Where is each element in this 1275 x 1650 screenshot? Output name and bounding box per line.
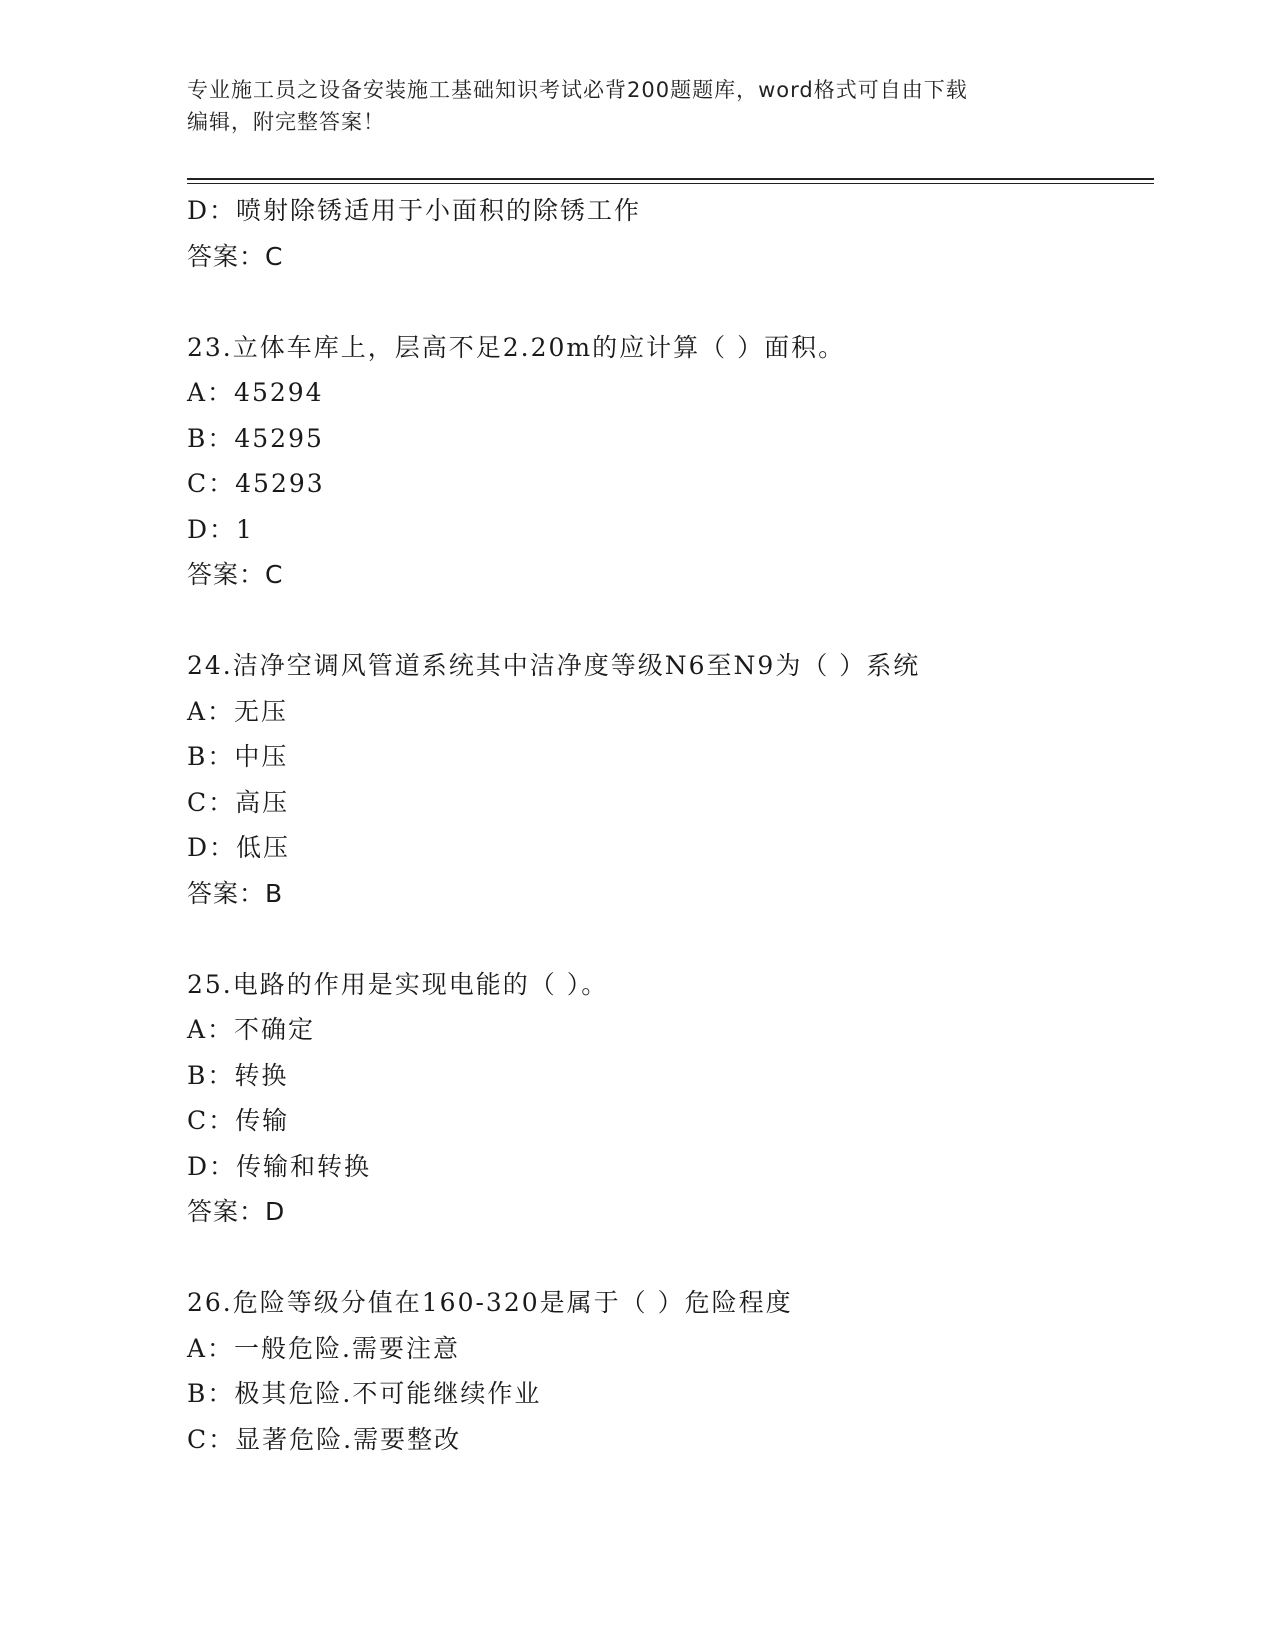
question-answer: 答案：D: [187, 1197, 286, 1226]
question-stem: 24.洁净空调风管道系统其中洁净度等级N6至N9为（ ）系统: [187, 651, 921, 680]
option-b: B：45295: [187, 423, 324, 453]
header-rule-thin: [187, 183, 1154, 184]
question-23: [187, 325, 1147, 598]
question-24: [187, 643, 1147, 916]
option-c: C：高压: [187, 787, 290, 817]
question-stem: 25.电路的作用是实现电能的（ ）。: [187, 969, 609, 999]
option-b: B：中压: [187, 742, 289, 771]
fragment-option-d: D：喷射除锈适用于小面积的除锈工作: [187, 196, 642, 225]
option-c: C：显著危险.需要整改: [187, 1424, 462, 1454]
document-header: [187, 74, 1087, 138]
spacer: [187, 916, 1147, 962]
option-a: A：45294: [187, 378, 324, 407]
option-c: C：45293: [187, 469, 325, 498]
spacer: [187, 1235, 1147, 1281]
question-answer: 答案：B: [187, 878, 284, 908]
option-d: D：低压: [187, 833, 291, 862]
option-a: A：不确定: [187, 1015, 316, 1044]
option-b: B：转换: [187, 1060, 289, 1090]
option-c: C：传输: [187, 1106, 290, 1135]
header-line-2: 编辑，附完整答案！: [187, 110, 385, 134]
question-26: [187, 1280, 1147, 1462]
question-list: [187, 188, 1147, 1462]
question-answer: 答案：C: [187, 560, 284, 589]
fragment-answer: 答案：C: [187, 241, 284, 271]
question-stem: 23.立体车库上，层高不足2.20m的应计算（ ）面积。: [187, 332, 846, 362]
header-rule-thick: [187, 178, 1154, 180]
option-d: D：1: [187, 514, 254, 544]
spacer: [187, 279, 1147, 325]
option-a: A：一般危险.需要注意: [187, 1333, 461, 1363]
option-b: B：极其危险.不可能继续作业: [187, 1379, 542, 1408]
question-25: [187, 962, 1147, 1235]
header-line-1: 专业施工员之设备安装施工基础知识考试必背200题题库，word格式可自由下载: [187, 78, 968, 102]
question-stem: 26.危险等级分值在160-320是属于（ ）危险程度: [187, 1288, 793, 1317]
option-a: A：无压: [187, 696, 289, 726]
option-d: D：传输和转换: [187, 1151, 372, 1181]
spacer: [187, 598, 1147, 644]
